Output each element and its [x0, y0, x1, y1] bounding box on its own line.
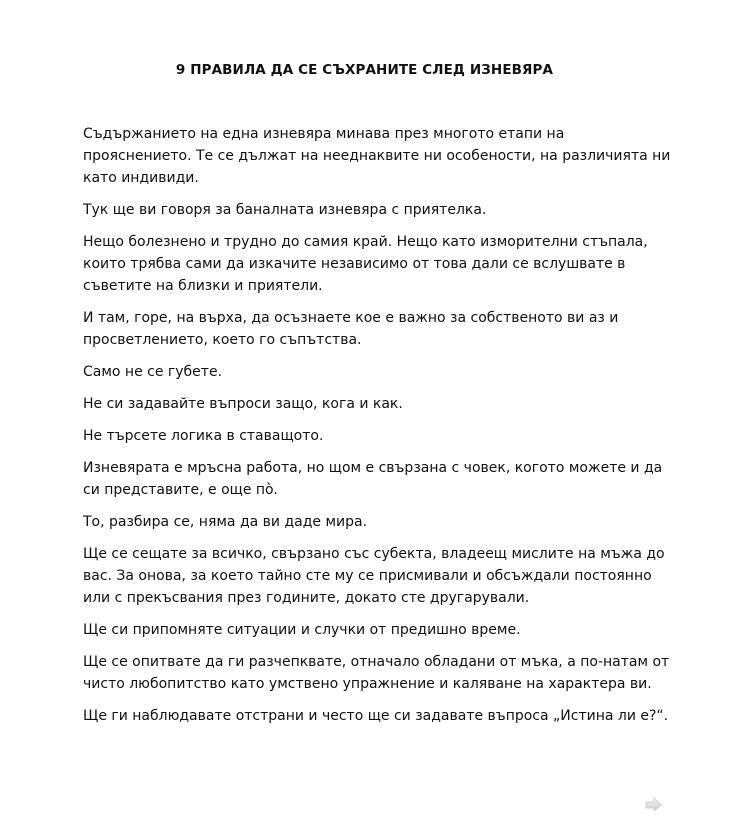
text-line: Съдържанието на една изневяра минава през многото етапи на — [83, 126, 565, 142]
text-line: Не си задавайте въпроси защо, кога и как. — [83, 396, 403, 412]
text-line: Ще се опитвате да ги разчепквате, отначало обладани от мъка, а по-натам от — [83, 654, 670, 670]
text-line: вас. За онова, за което тайно сте му се присмивали и обсъждали постоянно — [83, 568, 652, 584]
paragraph — [83, 425, 643, 447]
text-line: като индивиди. — [83, 170, 199, 186]
text-line: си представите, е още пò. — [83, 482, 278, 498]
paragraph — [83, 543, 665, 609]
text-line: прояснението. Те се дължат на нееднаквите ни особености, на различията ни — [83, 148, 671, 164]
text-line: То, разбира се, няма да ви даде мира. — [83, 514, 368, 530]
text-line: Ще се сещате за всичко, свързано със субекта, владеещ мислите на мъжа до — [83, 546, 665, 562]
paragraph — [83, 123, 671, 189]
text-line: Тук ще ви говоря за баналната изневяра с приятелка. — [83, 202, 487, 218]
text-line: Изневярата е мръсна работа, но щом е свързана с човек, когото можете и да — [83, 460, 663, 476]
paragraph — [83, 199, 643, 221]
paragraph — [83, 231, 648, 297]
text-line: Не търсете логика в ставащото. — [83, 428, 324, 444]
text-line: просветлението, което го съпътства. — [83, 332, 362, 348]
text-line: чисто любопитство като умствено упражнение и каляване на характера ви. — [83, 676, 652, 692]
text-line: Ще си припомняте ситуации и случки от предишно време. — [83, 622, 521, 638]
text-line: Ще ги наблюдавате отстрани и често ще си задавате въпроса „Истина ли е?“. — [83, 708, 669, 724]
text-line: Нещо болезнено и трудно до самия край. Нещо като изморителни стъпала, — [83, 234, 648, 250]
paragraph — [83, 457, 663, 501]
document-body — [83, 123, 671, 737]
arrow-right-icon-graphic — [645, 796, 663, 811]
paragraph — [83, 361, 643, 383]
document-title: 9 ПРАВИЛА ДА СЕ СЪХРАНИТЕ СЛЕД ИЗНЕВЯРА — [175, 62, 554, 78]
paragraph — [83, 651, 670, 695]
paragraph — [83, 393, 643, 415]
text-line: или с прекъсвания през годините, докато сте другарували. — [83, 590, 530, 606]
arrow-right-icon[interactable] — [645, 796, 663, 811]
text-line: И там, горе, на върха, да осъзнаете кое е важно за собственото ви аз и — [83, 310, 619, 326]
text-line: които трябва сами да изкачите независимо от това дали се вслушвате в — [83, 256, 626, 272]
paragraph — [83, 705, 669, 727]
paragraph — [83, 307, 643, 351]
paragraph — [83, 619, 643, 641]
text-line: Само не се губете. — [83, 364, 223, 380]
text-line: съветите на близки и приятели. — [83, 278, 323, 294]
paragraph — [83, 511, 643, 533]
